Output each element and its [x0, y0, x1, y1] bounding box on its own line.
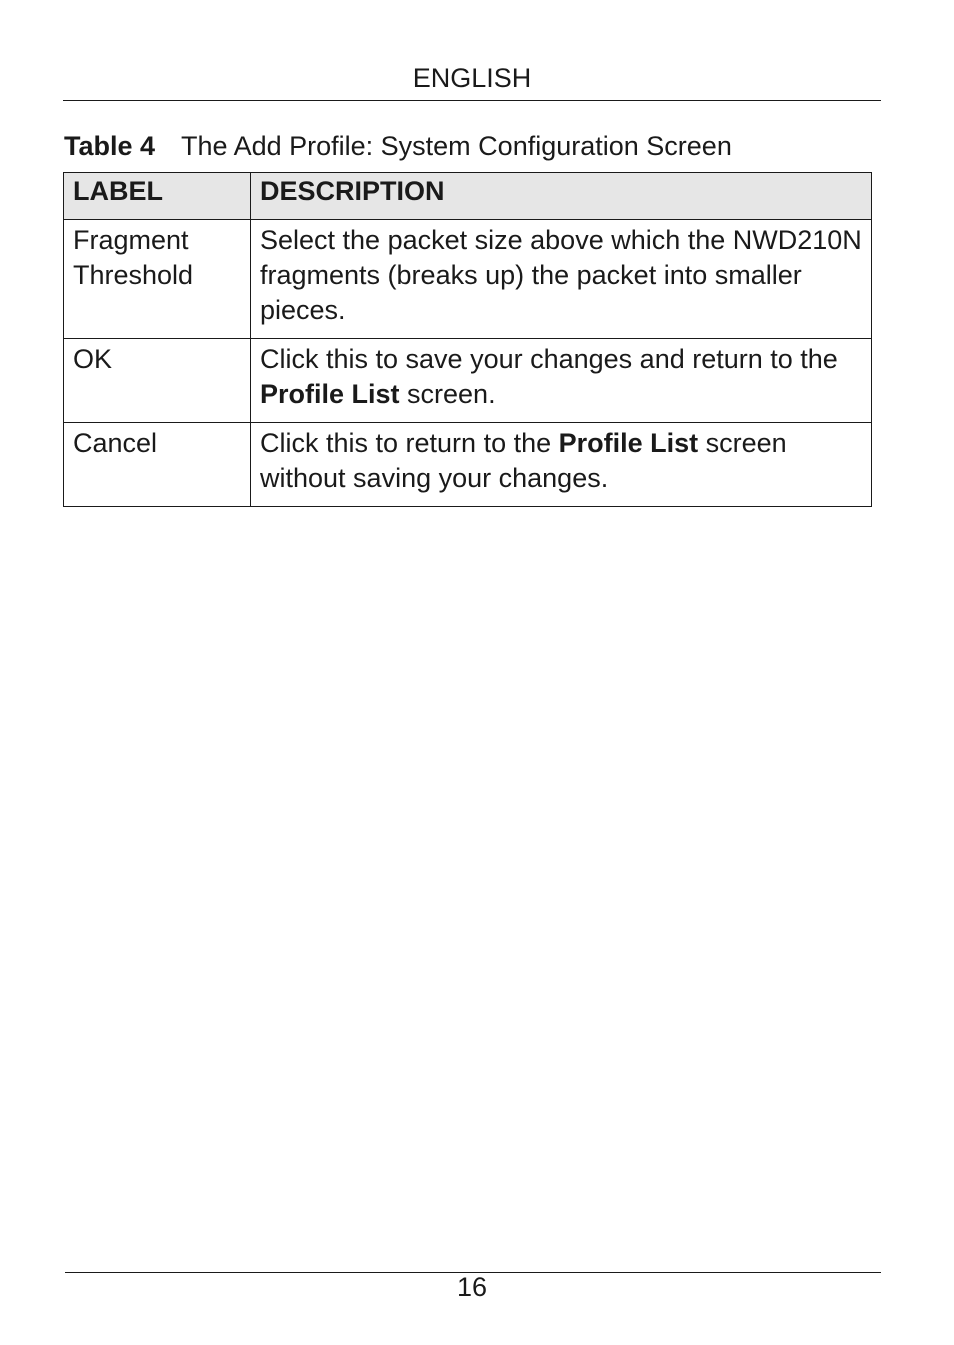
table-caption-title: The Add Profile: System Configuration Screen [181, 131, 732, 161]
page-number: 16 [456, 1272, 488, 1302]
row-description-fragment-threshold [251, 220, 872, 339]
description-text: Click this to return to the [260, 428, 559, 458]
table-header-row [64, 173, 872, 220]
description-text: screen without saving your changes. [260, 428, 787, 493]
description-bold-term: Profile List [260, 379, 400, 409]
description-bold-term: Profile List [558, 428, 699, 458]
row-label-cancel: Cancel [64, 423, 251, 507]
row-label-ok: OK [64, 339, 251, 423]
column-header-label: LABEL [64, 173, 251, 220]
table-caption [64, 130, 732, 162]
table-row [64, 339, 872, 423]
label-description-table [63, 172, 872, 507]
table-row [64, 423, 872, 507]
table-caption-label: Table 4 [64, 131, 156, 161]
row-description-cancel [251, 423, 872, 507]
page-header-language: ENGLISH [412, 63, 532, 93]
description-text: Click this to save your changes and return to the [260, 344, 838, 374]
column-header-description: DESCRIPTION [251, 173, 872, 220]
description-text: Select the packet size above which the NWD210N fragments (breaks up) the packet into smaller pieces. [260, 225, 862, 325]
header-divider [63, 100, 881, 101]
table-row [64, 220, 872, 339]
row-description-ok [251, 339, 872, 423]
row-label-fragment-threshold: Fragment Threshold [64, 220, 251, 339]
description-text: screen. [399, 379, 496, 409]
